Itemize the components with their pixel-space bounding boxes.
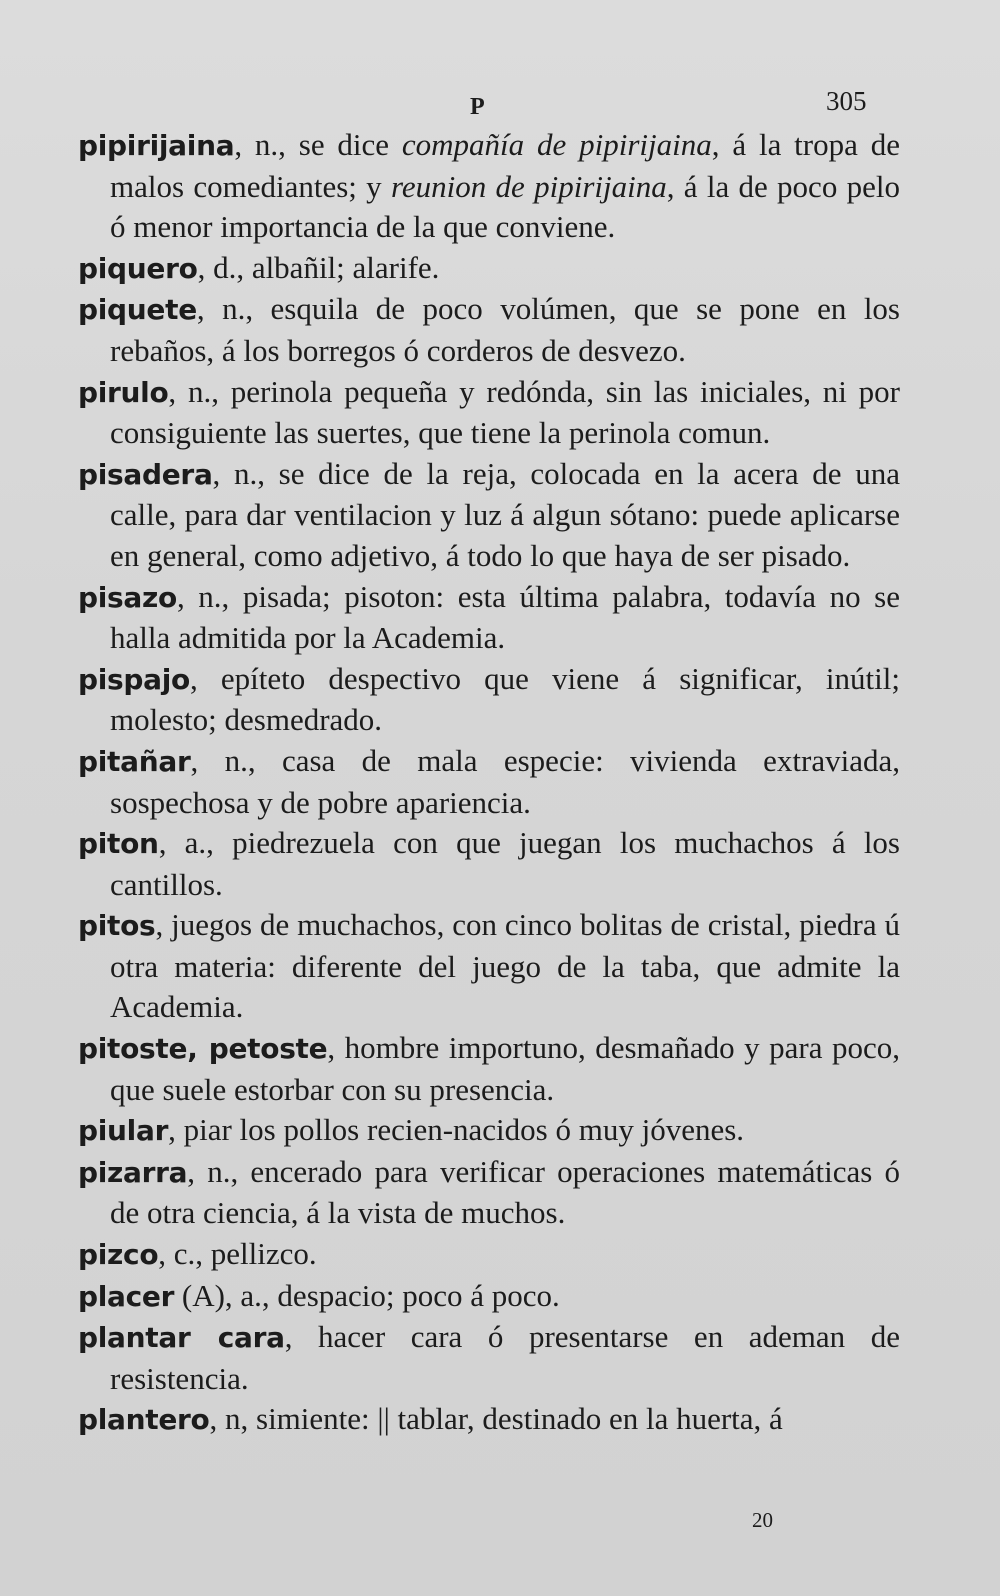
dictionary-entry	[78, 741, 900, 823]
entry-definition-text: , d., albañil; alarife.	[197, 249, 440, 285]
entry-definition-text: (A), a., despacio; poco á poco.	[174, 1277, 560, 1313]
dictionary-entry	[78, 823, 900, 905]
entry-definition-text: , c., pellizco.	[158, 1236, 317, 1272]
dictionary-entry	[78, 905, 900, 1028]
entry-definition-text: , á la tropa de malos comediantes; y	[110, 127, 900, 204]
signature-mark: 20	[752, 1508, 773, 1532]
dictionary-entry	[78, 1028, 900, 1110]
entry-definition-text: , n., perinola pequeña y redónda, sin las iniciales, ni por consiguiente las suertes, que tiene la perinola comun.	[110, 373, 900, 451]
entry-headword: piton	[78, 827, 159, 861]
dictionary-entry	[78, 372, 900, 454]
dictionary-entry	[78, 1152, 900, 1234]
dictionary-entry	[78, 248, 900, 290]
dictionary-entry	[78, 1234, 900, 1276]
entry-headword: pipirijaina	[78, 129, 235, 162]
entry-headword: piquete	[78, 293, 197, 327]
entry-headword: pispajo	[78, 662, 190, 696]
entry-definition-text: , a., piedrezuela con que juegan los muchachos á los cantillos.	[110, 825, 900, 902]
dictionary-entry	[78, 1110, 900, 1152]
page-number: 305	[826, 86, 867, 116]
entry-definition-text: , á la de poco pelo ó menor importancia de la que conviene.	[110, 168, 900, 245]
dictionary-entry	[78, 1317, 900, 1399]
entry-definition-text: , n., se dice de la reja, colocada en la acera de una calle, para dar ventilacion y luz á algun sótano: puede aplicarse en general, como adjetivo, á todo lo que haya de ser pisado.	[110, 455, 900, 573]
entry-headword: piquero	[78, 251, 198, 285]
entry-headword: pirulo	[78, 375, 169, 409]
dictionary-entry	[78, 125, 900, 248]
section-letter: P	[470, 94, 486, 120]
entry-definition-text: , piar los pollos recien-nacidos ó muy jóvenes.	[168, 1112, 745, 1148]
entry-headword: pizco	[78, 1238, 159, 1272]
entry-headword: placer	[78, 1279, 175, 1313]
entry-definition-text: , juegos de muchachos, con cinco bolitas de cristal, piedra ú otra materia: diferente del juego de la taba, que admite la Academia.	[110, 907, 900, 1025]
dictionary-entry	[78, 1399, 900, 1441]
entry-definition-text: , n., casa de mala especie: vivienda extraviada, sospechosa y de pobre apariencia.	[110, 742, 900, 820]
entry-definition-text: , hombre importuno, desmañado y para poco, que suele estorbar con su presencia.	[110, 1030, 900, 1107]
entry-headword: pitañar	[78, 744, 191, 778]
dictionary-entry	[78, 659, 900, 741]
dictionary-entry	[78, 1276, 900, 1318]
dictionary-entry	[78, 289, 900, 371]
entry-definition-text: , n., esquila de poco volúmen, que se pone en los rebaños, á los borregos ó corderos de desvezo.	[110, 291, 900, 368]
entry-headword: plantar cara	[78, 1321, 285, 1355]
page-header	[0, 80, 1000, 120]
dictionary-entry	[78, 577, 900, 659]
entry-headword: pisazo	[78, 580, 177, 614]
entry-headword: pisadera	[78, 457, 213, 491]
entry-definition-text: , hacer cara ó presentarse en ademan de resistencia.	[110, 1319, 900, 1396]
entry-definition-text: , n, simiente: || tablar, destinado en la huerta, á	[209, 1401, 783, 1437]
entry-italic-phrase: reunion de pipirijaina	[390, 168, 667, 204]
dictionary-entry	[78, 454, 900, 577]
dictionary-entries	[78, 125, 900, 1441]
entry-headword: pitos	[78, 909, 156, 943]
entry-definition-text: , n., encerado para verificar operaciones matemáticas ó de otra ciencia, á la vista de muchos.	[110, 1153, 900, 1231]
entry-headword: pizarra	[78, 1155, 188, 1189]
entry-definition-text: , epíteto despectivo que viene á significar, inútil; molesto; desmedrado.	[110, 660, 900, 738]
entry-headword: piular	[78, 1114, 169, 1148]
entry-definition-text: , n., se dice	[234, 127, 402, 162]
entry-headword: plantero	[78, 1403, 210, 1437]
entry-headword: pitoste, petoste	[78, 1032, 328, 1066]
entry-definition-text: , n., pisada; pisoton: esta última palabra, todavía no se halla admitida por la Academia.	[110, 578, 900, 656]
entry-italic-phrase: compañía de pipirijaina	[401, 127, 712, 162]
